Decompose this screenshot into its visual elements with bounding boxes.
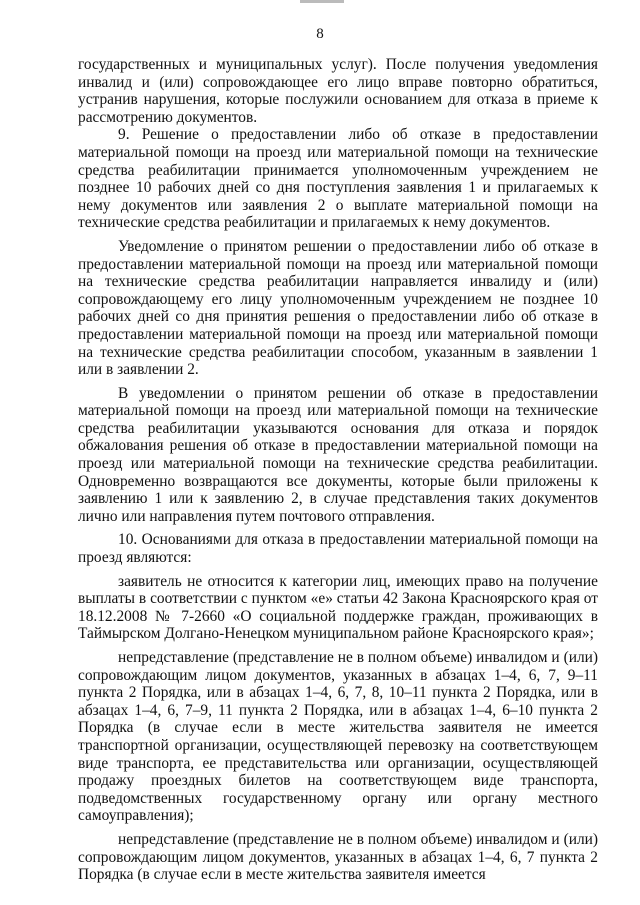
scan-top-mark [300, 0, 344, 3]
page-number: 8 [316, 26, 324, 42]
paragraph-ground-documents-2: непредставление (представление не в полном объеме) инвалидом и (или) сопровождающим лицом документов, указанных в абзацах 1–4, 6, 7 пункта 2 Порядка (в случае если в месте жительства заявителя имеется [78, 830, 598, 884]
paragraph-notification: Уведомление о принятом решении о предоставлении либо об отказе в предоставлении материальной помощи на проезд или материальной помощи на технические средства реабилитации направляется инвалиду и (или) сопровождающему его лицу уполномоченным учреждением не позднее 10 рабочих дней со дня принятия решения о предоставлении либо об отказе в предоставлении материальной помощи на проезд или материальной помощи на технические средства реабилитации способом, указанным в заявлении 1 или в заявлении 2. [78, 237, 598, 379]
paragraph-continuation: государственных и муниципальных услуг). После получения уведомления инвалид и (или) сопровождающее его лицо вправе повторно обратиться, устранив нарушения, которые послужили основанием для отказа в приеме к рассмотрению документов. [78, 56, 598, 126]
paragraph-ground-documents-1: непредставление (представление не в полном объеме) инвалидом и (или) сопровождающим лицом документов, указанных в абзацах 1–4, 6, 7, 9–11 пункта 2 Порядка, или в абзацах 1–4, 6, 7, 8, 10–11 пункта 2 Порядка, или в абзацах 1–4, 6, 7–9, 11 пункта 2 Порядка, или в абзацах 1–4, 6–10 пункта 2 Порядка (в случае если в месте жительства заявителя не имеется транспортной организации, осуществляющей перевозку на соответствующем виде транспорта, ее представительства или организации, осуществляющей продажу проездных билетов на соответствующем виде транспорта, подведомственных государственному органу или органу местного самоуправления); [78, 649, 598, 825]
paragraph-ground-category: заявитель не относится к категории лиц, имеющих право на получение выплаты в соответствии с пунктом «е» статьи 42 Закона Красноярского края от 18.12.2008 № 7-2660 «О социальной поддержке граждан, проживающих в Таймырском Долгано-Ненецком муниципальном районе Красноярского края»; [78, 572, 598, 643]
paragraph-refusal-notice: В уведомлении о принятом решении об отказе в предоставлении материальной помощи на проезд или материальной помощи на технические средства реабилитации указываются основания для отказа и порядок обжалования решения об отказе в предоставлении материальной помощи на проезд или материальной помощи на технические средства реабилитации. Одновременно возвращаются все документы, которые были приложены к заявлению 1 или к заявлению 2, в случае представления таких документов лично или направления путем почтового отправления. [78, 384, 598, 525]
document-body [78, 56, 598, 884]
paragraph-item-10: 10. Основаниями для отказа в предоставлении материальной помощи на проезд являются: [78, 531, 598, 567]
paragraph-item-9: 9. Решение о предоставлении либо об отказе в предоставлении материальной помощи на проезд или материальной помощи на технические средства реабилитации принимается уполномоченным учреждением не позднее 10 рабочих дней со дня поступления заявления 1 и прилагаемых к нему документов или заявления 2 о выплате материальной помощи на технические средства реабилитации и прилагаемых к нему документов. [78, 126, 598, 232]
